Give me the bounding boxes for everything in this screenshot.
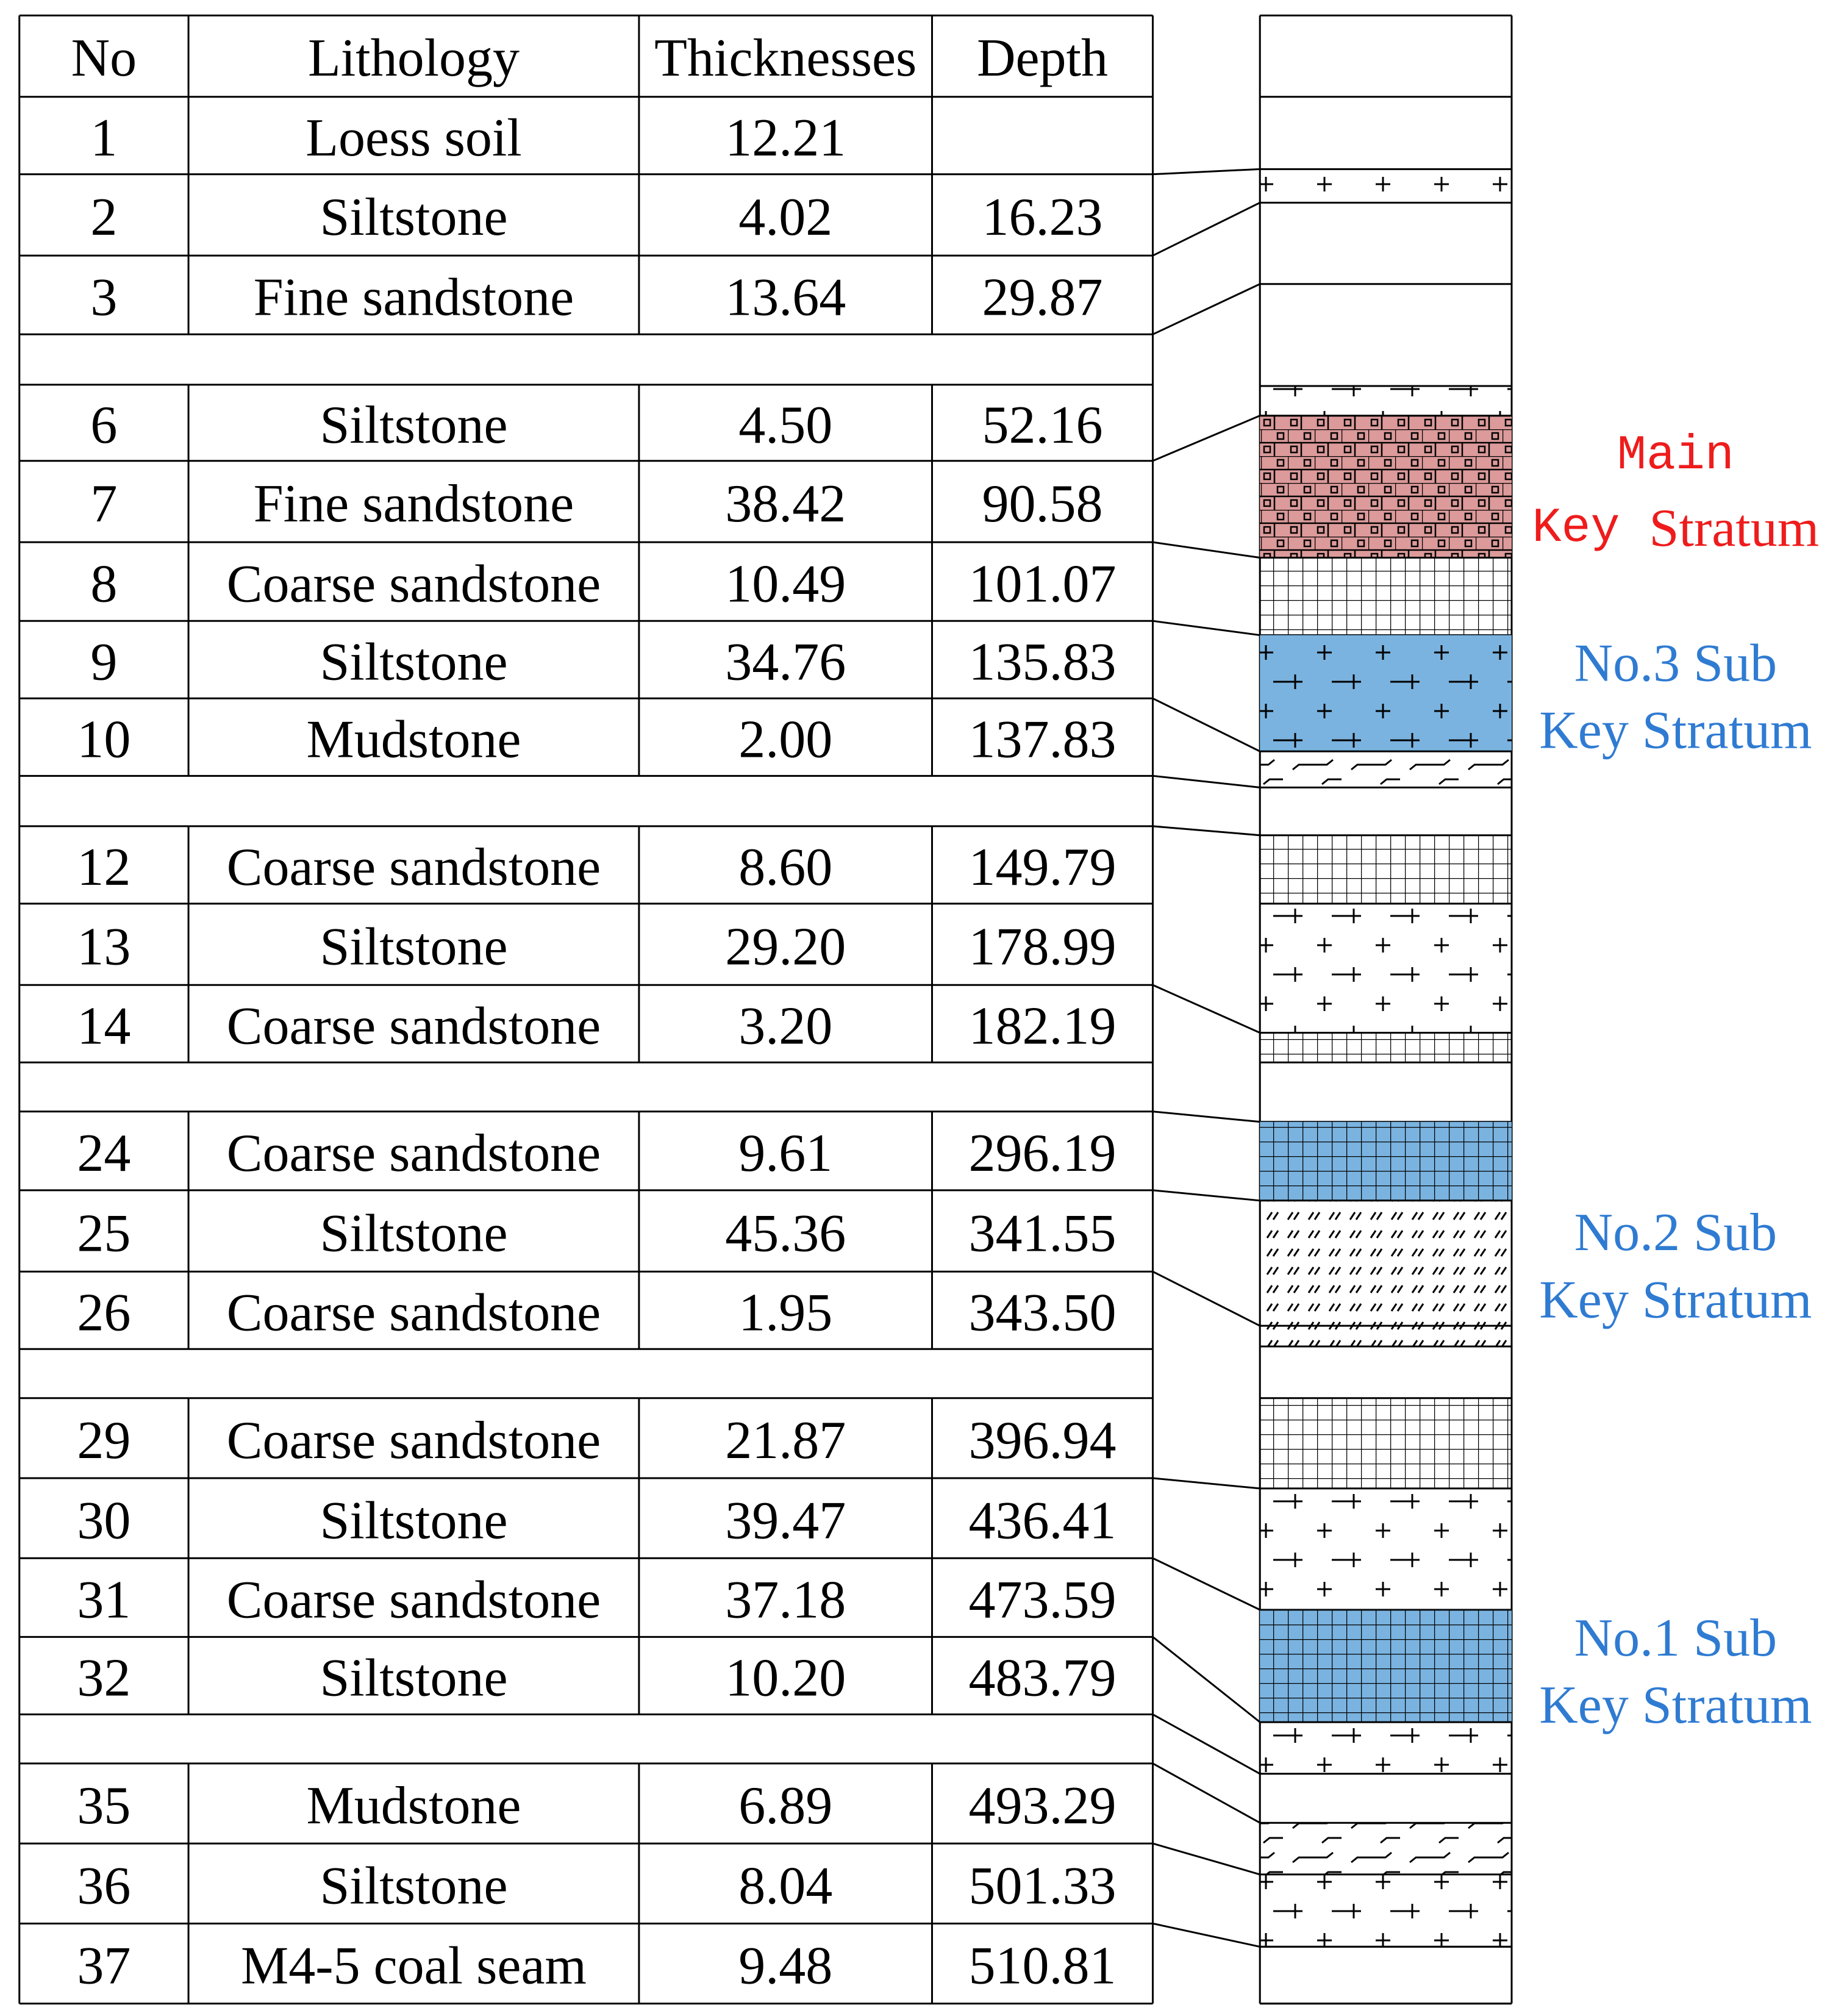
table-cell-no: 6: [90, 396, 118, 456]
connector-line: [1152, 826, 1260, 835]
table-header-lithology: Lithology: [307, 28, 520, 88]
table-cell-lithology: Mudstone: [306, 710, 521, 770]
table-cell-no: 35: [77, 1776, 131, 1836]
connector-line: [1152, 621, 1260, 635]
table-cell-no: 30: [77, 1491, 131, 1551]
table-cell-no: 1: [90, 109, 118, 168]
table-cell-no: 12: [77, 838, 131, 898]
table-cell-lithology: Coarse sandstone: [226, 1283, 601, 1343]
table-cell-thickness: 4.02: [738, 188, 833, 248]
table-cell-thickness: 38.42: [725, 474, 846, 534]
table-cell-lithology: Fine sandstone: [253, 474, 574, 534]
connector-line: [1152, 1478, 1260, 1489]
column-layer-grid: [1260, 1122, 1512, 1201]
column-layer-grid: [1260, 1398, 1512, 1489]
column-layer-plus: [1260, 1722, 1512, 1774]
connector-line: [1152, 698, 1260, 751]
table-cell-lithology: Fine sandstone: [253, 268, 574, 327]
connector-line: [1152, 169, 1260, 174]
connector-line: [1152, 1637, 1260, 1722]
table-cell-depth: 29.87: [982, 268, 1103, 327]
table-cell-lithology: Coarse sandstone: [226, 996, 601, 1056]
table-cell-no: 7: [90, 474, 118, 534]
column-layer-grid: [1260, 558, 1512, 635]
table-cell-thickness: 9.48: [738, 1936, 833, 1996]
table-cell-no: 25: [77, 1204, 131, 1264]
table-cell-depth: 341.55: [968, 1204, 1117, 1264]
table-cell-thickness: 8.04: [738, 1856, 833, 1916]
table-cell-thickness: 12.21: [725, 109, 846, 168]
table-cell-thickness: 6.89: [738, 1776, 833, 1836]
column-layer-grid: [1260, 1610, 1512, 1722]
table-cell-no: 24: [77, 1124, 131, 1184]
table-cell-depth: 396.94: [968, 1411, 1117, 1471]
column-layer-grid: [1260, 835, 1512, 904]
table-cell-no: 36: [77, 1856, 131, 1916]
table-cell-thickness: 13.64: [725, 268, 846, 327]
sub-2-key-stratum-label: No.2 Sub: [1574, 1203, 1778, 1263]
table-cell-no: 9: [90, 632, 118, 692]
table-cell-depth: 436.41: [968, 1491, 1117, 1551]
table-cell-thickness: 39.47: [725, 1491, 846, 1551]
table-cell-thickness: 21.87: [725, 1411, 846, 1471]
table-cell-no: 37: [77, 1936, 131, 1996]
table-cell-thickness: 37.18: [725, 1570, 846, 1630]
connector-line: [1152, 776, 1260, 787]
sub-1-key-stratum-label-line2: Key Stratum: [1539, 1676, 1812, 1735]
table-cell-no: 8: [90, 554, 118, 614]
column-layer-hatch: [1260, 1201, 1512, 1326]
connector-line: [1152, 1271, 1260, 1326]
table-cell-thickness: 10.20: [725, 1648, 846, 1708]
table-cell-thickness: 8.60: [738, 838, 833, 898]
table-cell-depth: 483.79: [968, 1648, 1117, 1708]
table-header-depth: Depth: [976, 28, 1109, 88]
table-cell-depth: 182.19: [968, 996, 1117, 1056]
table-cell-no: 31: [77, 1570, 131, 1630]
connector-line: [1152, 1558, 1260, 1610]
connector-line: [1152, 284, 1260, 335]
table-cell-no: 26: [77, 1283, 131, 1343]
table-cell-depth: 90.58: [982, 474, 1103, 534]
connector-line: [1152, 1923, 1260, 1946]
column-layer-grid: [1260, 1033, 1512, 1063]
table-cell-thickness: 29.20: [725, 917, 846, 977]
table-cell-depth: 16.23: [982, 188, 1103, 248]
column-layer-plus: [1260, 1489, 1512, 1610]
column-layer-hatch: [1260, 1326, 1512, 1346]
table-cell-lithology: Siltstone: [320, 1856, 508, 1916]
table-cell-depth: 101.07: [968, 554, 1117, 614]
table-cell-lithology: Siltstone: [320, 396, 508, 456]
connector-line: [1152, 416, 1260, 461]
table-cell-depth: 135.83: [968, 632, 1117, 692]
connector-line: [1152, 1190, 1260, 1201]
table-cell-lithology: Coarse sandstone: [226, 554, 601, 614]
sub-2-key-stratum-label-line2: Key Stratum: [1539, 1270, 1812, 1330]
table-cell-lithology: Loess soil: [306, 109, 522, 168]
column-layer-plus: [1260, 1875, 1512, 1947]
table-cell-thickness: 45.36: [725, 1204, 846, 1264]
table-cell-no: 10: [77, 710, 131, 770]
table-cell-thickness: 3.20: [738, 996, 833, 1056]
table-cell-thickness: 4.50: [738, 396, 833, 456]
column-layer-plus: [1260, 904, 1512, 1033]
table-cell-depth: 473.59: [968, 1570, 1117, 1630]
table-cell-lithology: Coarse sandstone: [226, 1411, 601, 1471]
table-cell-thickness: 2.00: [738, 710, 833, 770]
sub-1-key-stratum-label: No.1 Sub: [1574, 1608, 1778, 1668]
table-cell-no: 13: [77, 917, 131, 977]
table-cell-lithology: Siltstone: [320, 632, 508, 692]
sub-3-key-stratum-label-line2: Key Stratum: [1539, 701, 1812, 760]
table-cell-depth: 501.33: [968, 1856, 1117, 1916]
table-cell-depth: 296.19: [968, 1124, 1117, 1184]
connector-line: [1152, 1714, 1260, 1773]
main-key-stratum-label-line2: Key Stratum: [1532, 498, 1820, 558]
table-cell-no: 2: [90, 188, 118, 248]
table-cell-no: 29: [77, 1411, 131, 1471]
table-cell-lithology: Siltstone: [320, 1648, 508, 1708]
table-cell-lithology: M4-5 coal seam: [241, 1936, 587, 1996]
table-cell-depth: 343.50: [968, 1283, 1117, 1343]
table-cell-thickness: 10.49: [725, 554, 846, 614]
table-cell-depth: 510.81: [968, 1936, 1117, 1996]
table-cell-lithology: Siltstone: [320, 1204, 508, 1264]
table-cell-depth: 149.79: [968, 838, 1117, 898]
column-layer-plus: [1260, 386, 1512, 416]
sub-3-key-stratum-label: No.3 Sub: [1574, 634, 1778, 693]
connector-line: [1152, 1112, 1260, 1122]
table-cell-no: 14: [77, 996, 131, 1056]
connector-line: [1152, 1843, 1260, 1875]
table-cell-thickness: 34.76: [725, 632, 846, 692]
connector-line: [1152, 542, 1260, 557]
connector-line: [1152, 1764, 1260, 1823]
table-cell-lithology: Coarse sandstone: [226, 1124, 601, 1184]
table-cell-depth: 493.29: [968, 1776, 1117, 1836]
table-cell-depth: 137.83: [968, 710, 1117, 770]
table-cell-lithology: Siltstone: [320, 188, 508, 248]
table-cell-no: 32: [77, 1648, 131, 1708]
column-layer-dash: [1260, 1823, 1512, 1875]
table-header-thicknesses: Thicknesses: [654, 28, 917, 88]
table-cell-lithology: Mudstone: [306, 1776, 521, 1836]
table-cell-lithology: Coarse sandstone: [226, 1570, 601, 1630]
table-cell-depth: 52.16: [982, 396, 1103, 456]
table-cell-thickness: 1.95: [738, 1283, 833, 1343]
table-cell-lithology: Siltstone: [320, 1491, 508, 1551]
connector-line: [1152, 985, 1260, 1032]
table-cell-thickness: 9.61: [738, 1124, 833, 1184]
table-cell-depth: 178.99: [968, 917, 1117, 977]
connector-line: [1152, 202, 1260, 256]
column-layer-brick: [1260, 416, 1512, 558]
main-key-stratum-label: Main: [1617, 427, 1734, 484]
column-layer-plus: [1260, 635, 1512, 752]
column-layer-dash: [1260, 751, 1512, 787]
table-header-no: No: [71, 28, 137, 88]
table-cell-lithology: Siltstone: [320, 917, 508, 977]
table-cell-lithology: Coarse sandstone: [226, 838, 601, 898]
table-cell-no: 3: [90, 268, 118, 327]
column-layer-plus: [1260, 169, 1512, 202]
